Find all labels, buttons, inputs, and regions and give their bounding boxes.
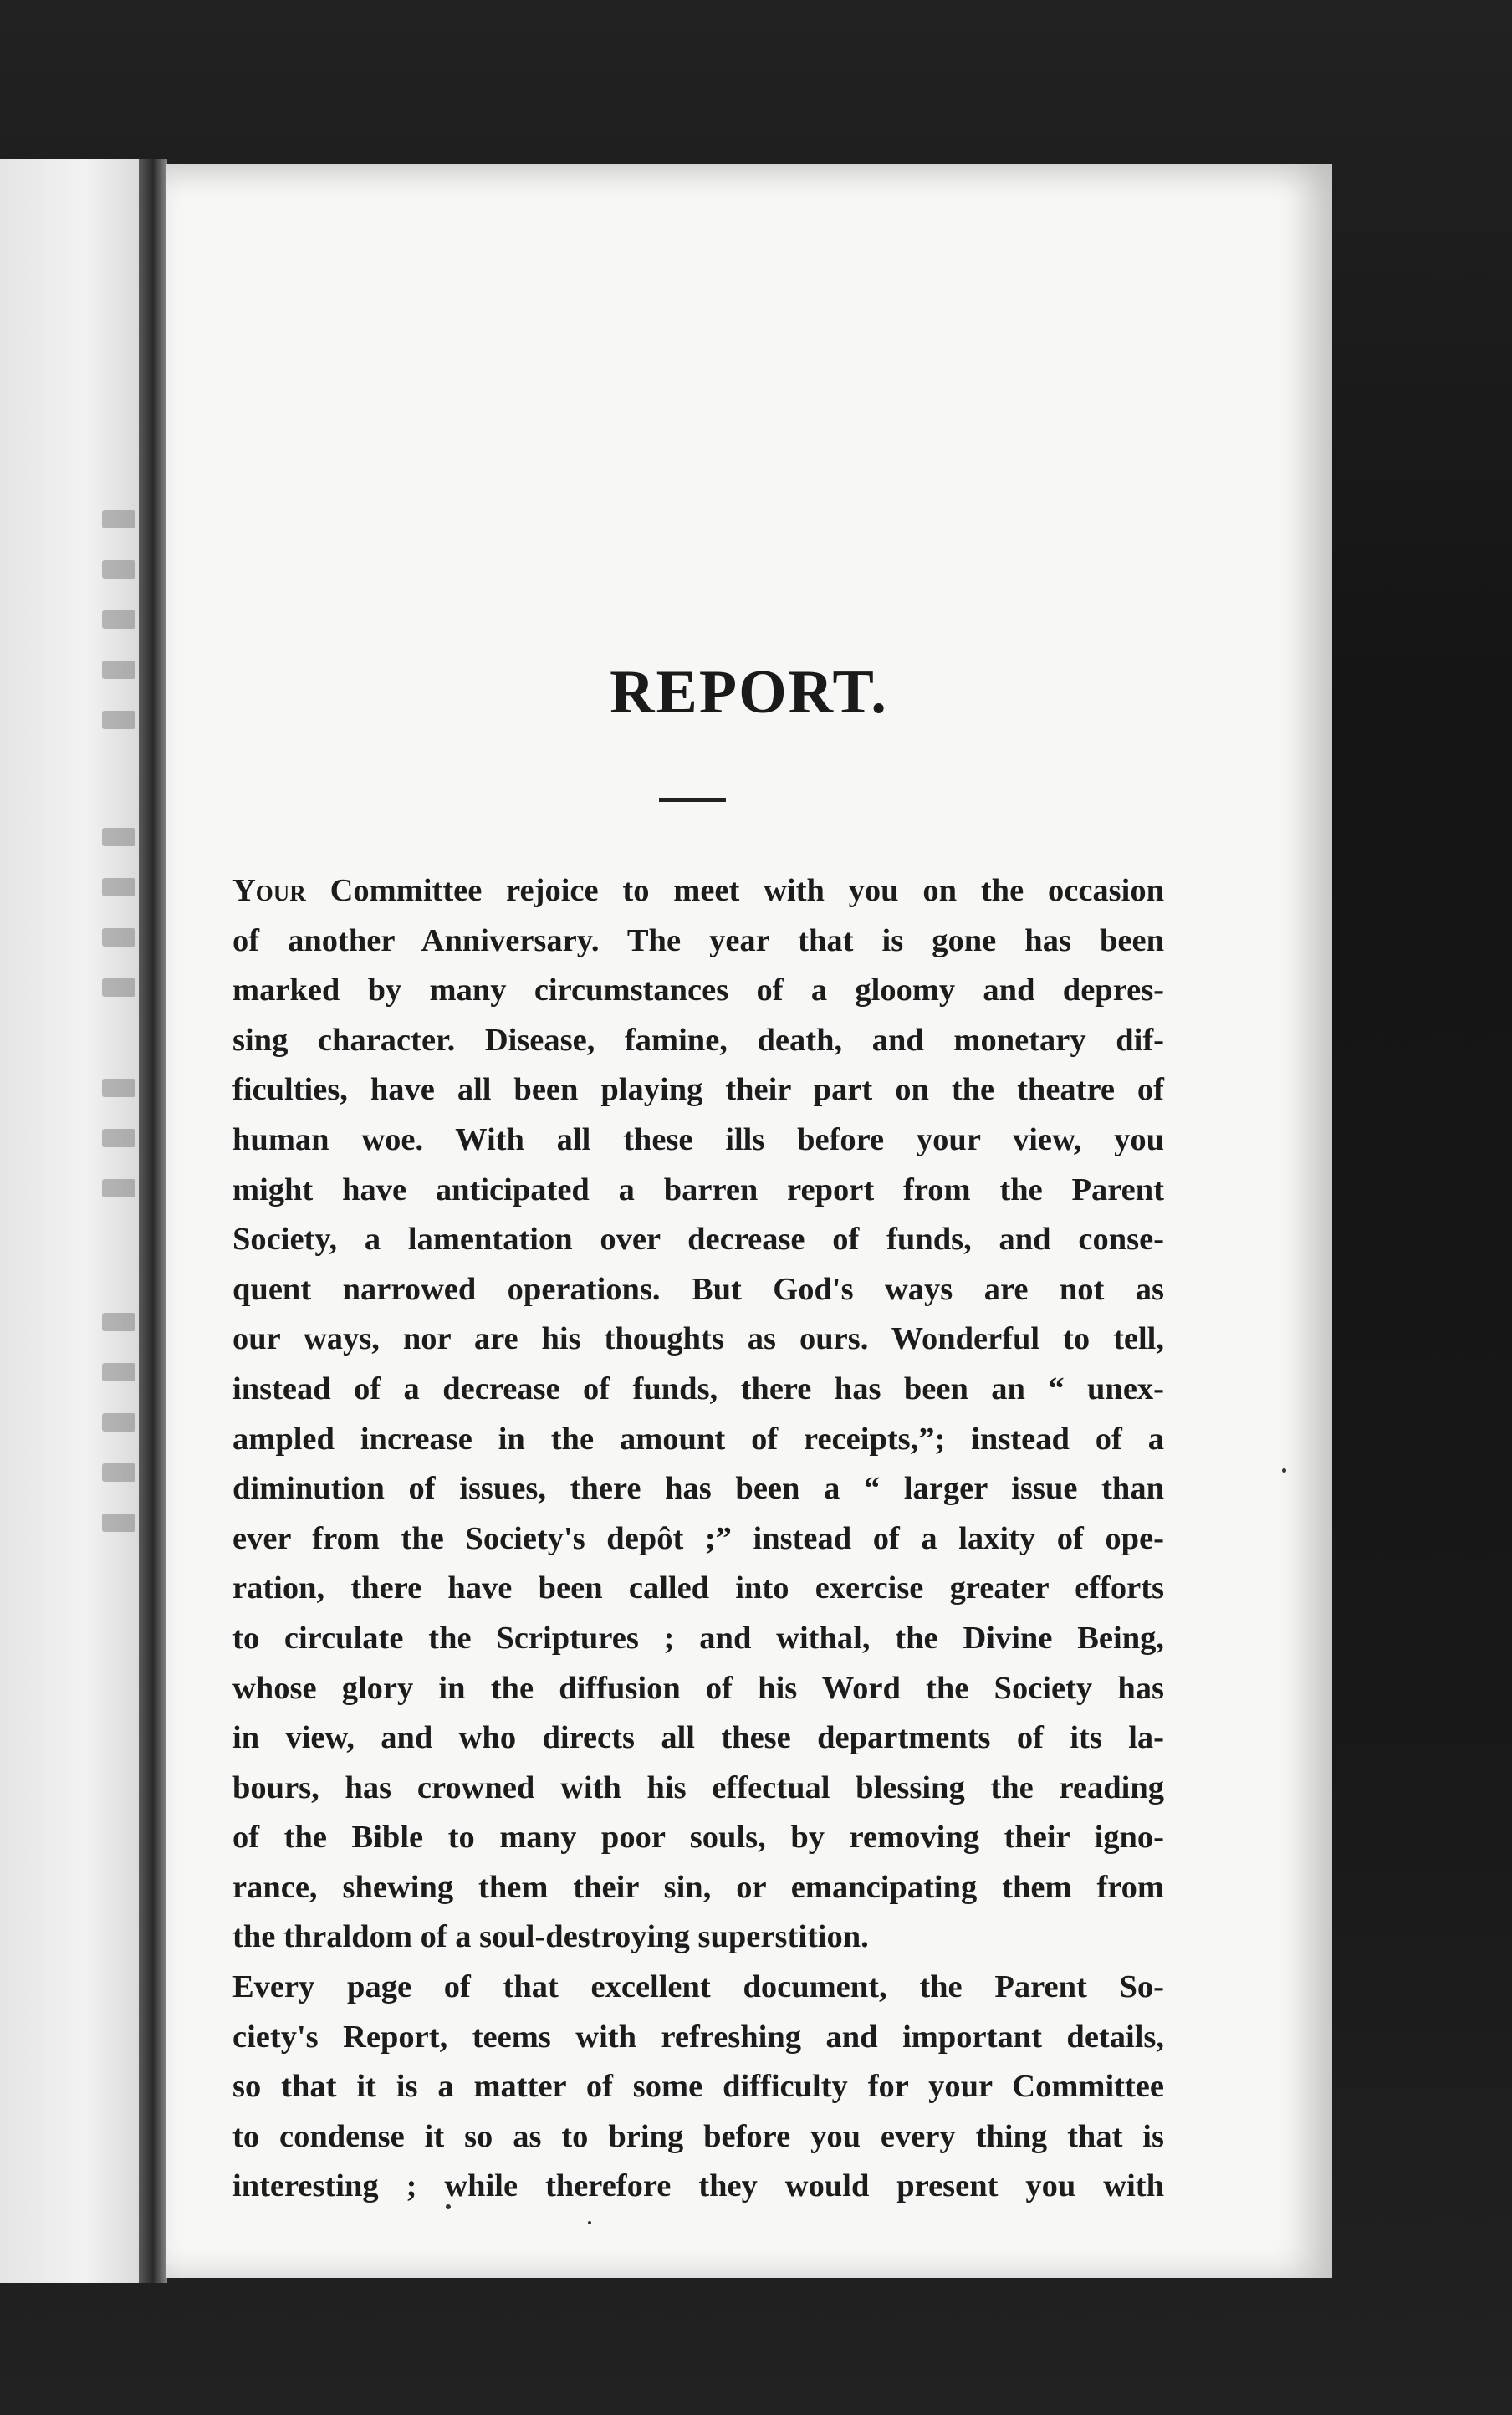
text-line: bours, has crowned with his effectual blessing the reading: [232, 1769, 1164, 1805]
text-line: in view, and who directs all these departments of its la-: [232, 1720, 1164, 1756]
text-line: ficulties, have all been playing their part on the theatre of: [232, 1072, 1164, 1108]
text-line: rance, shewing them their sin, or emancipating them from: [232, 1869, 1164, 1905]
text-line: ever from the Society's depôt ;” instead of a laxity of ope-: [232, 1520, 1164, 1556]
text-line: our ways, nor are his thoughts as ours. Wonderful to tell,: [232, 1321, 1164, 1357]
text-line: of another Anniversary. The year that is gone has been: [232, 922, 1164, 958]
document-page: [166, 164, 1332, 2278]
paragraph: [232, 1963, 1164, 2212]
text-line: ration, there have been called into exercise greater efforts: [232, 1570, 1164, 1606]
paragraph: [232, 866, 1164, 1963]
text-line: interesting ; while therefore they would present you with: [232, 2168, 1164, 2204]
text-line: to circulate the Scriptures ; and withal, the Divine Being,: [232, 1620, 1164, 1656]
text-line: Every page of that excellent document, the Parent So-: [232, 1969, 1164, 2005]
text-line: Society, a lamentation over decrease of funds, and conse-: [232, 1222, 1164, 1258]
text-line: to condense it so as to bring before you every thing that is: [232, 2118, 1164, 2154]
text-line: [232, 866, 1164, 916]
text-line: diminution of issues, there has been a “ larger issue than: [232, 1471, 1164, 1507]
text-line: sing character. Disease, famine, death, and monetary dif-: [232, 1022, 1164, 1058]
text-line: might have anticipated a barren report from the Parent: [232, 1172, 1164, 1208]
text-line: ampled increase in the amount of receipts,”; instead of a: [232, 1421, 1164, 1457]
text-line: whose glory in the diffusion of his Word the Society has: [232, 1670, 1164, 1706]
text-line: instead of a decrease of funds, there has been an “ unex-: [232, 1371, 1164, 1407]
previous-page-edge: [0, 159, 144, 2283]
text-line: marked by many circumstances of a gloomy and depres-: [232, 973, 1164, 1008]
book-gutter: [139, 159, 167, 2283]
text-line: quent narrowed operations. But God's ways are not as: [232, 1271, 1164, 1307]
text-line: so that it is a matter of some difficulty for your Committee: [232, 2069, 1164, 2105]
report-body: [232, 866, 1164, 2212]
text-line: of the Bible to many poor souls, by removing their igno-: [232, 1820, 1164, 1856]
text-line: ciety's Report, teems with refreshing and important details,: [232, 2019, 1164, 2055]
page-title: REPORT.: [610, 658, 888, 727]
title-rule: [659, 798, 726, 802]
line-rest: Committee rejoice to meet with you on the occasion: [305, 873, 1164, 908]
lead-word: Your: [232, 873, 306, 908]
text-line: human woe. With all these ills before your view, you: [232, 1121, 1164, 1157]
text-line: the thraldom of a soul-destroying superstition.: [232, 1919, 869, 1955]
